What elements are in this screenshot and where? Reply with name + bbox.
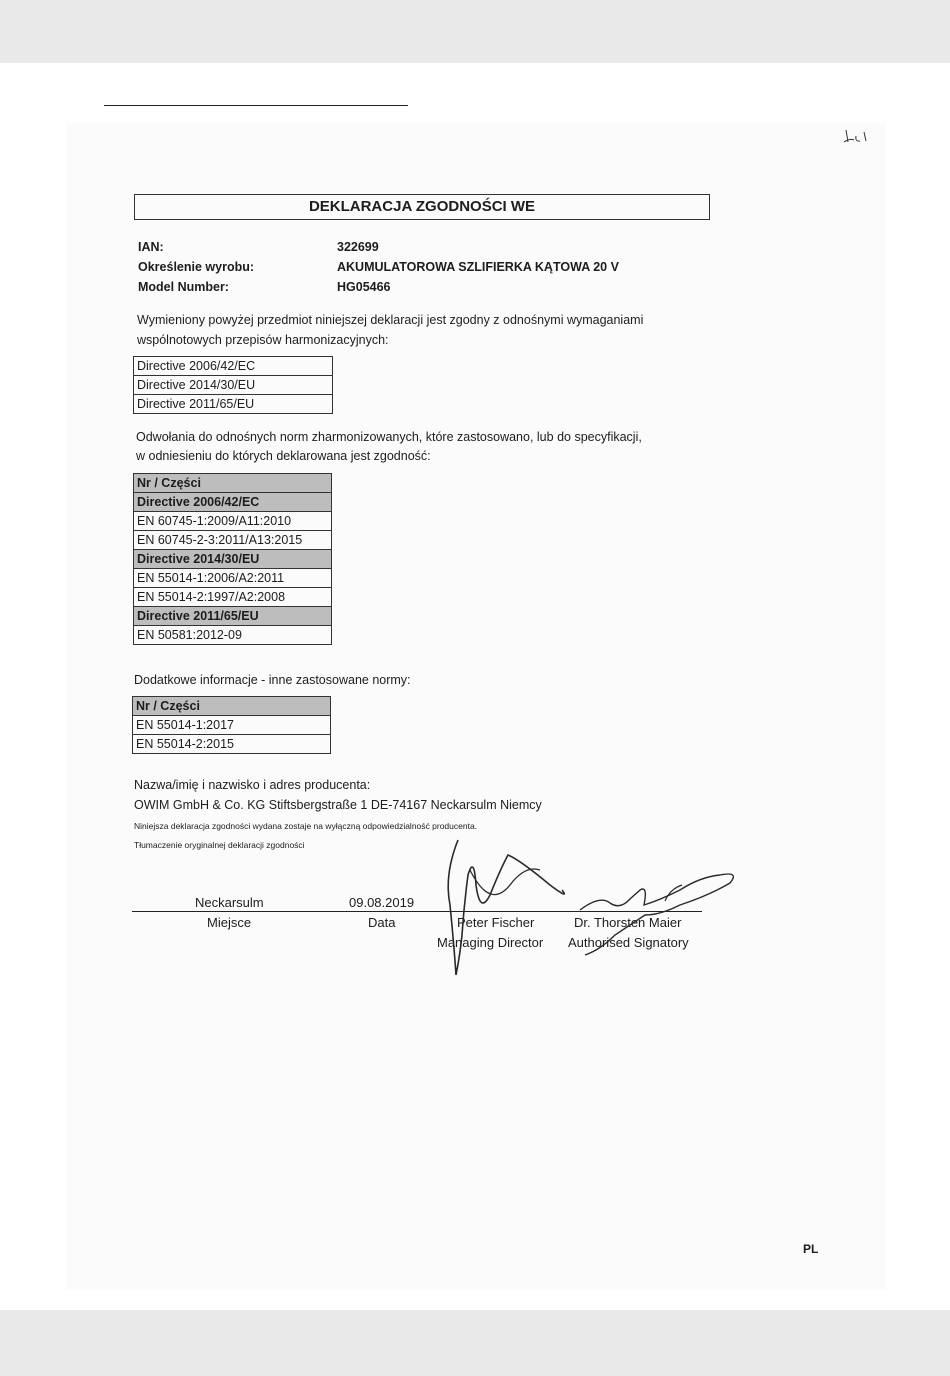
date-value: 09.08.2019 [349,895,415,910]
place-value: Neckarsulm [195,895,264,910]
norms-directive-cell: Directive 2014/30/EU [134,550,332,569]
handwritten-signatures [430,815,760,985]
date-caption: Data [368,915,396,930]
norms-standard-cell: EN 60745-2-3:2011/A13:2015 [134,531,332,550]
top-margin-band [0,0,950,63]
norms-standard-cell: EN 55014-2:1997/A2:2008 [134,588,332,607]
directives-table [133,356,333,414]
table-row [134,474,332,493]
table-row [134,607,332,626]
norms-standard-cell: EN 55014-1:2006/A2:2011 [134,569,332,588]
directive-cell: Directive 2011/65/EU [134,395,333,414]
norms-directive-cell: Directive 2006/42/EC [134,493,332,512]
signer1-name: Peter Fischer [457,915,535,930]
norms-directive-cell: Directive 2011/65/EU [134,607,332,626]
signer2-name: Dr. Thorsten Maier [574,915,682,930]
ian-value: 322699 [337,240,379,254]
table-row [134,357,333,376]
norms-standard-cell: EN 50581:2012-09 [134,626,332,645]
table-row [134,588,332,607]
refs-line-2: w odniesieniu do których deklarowana jest zgodność: [136,449,431,463]
additional-info-label: Dodatkowe informacje - inne zastosowane normy: [134,673,411,687]
table-row [133,697,331,716]
top-rule [104,105,408,106]
product-value: AKUMULATOROWA SZLIFIERKA KĄTOWA 20 V [337,260,619,274]
directive-cell: Directive 2006/42/EC [134,357,333,376]
bottom-margin-band [0,1310,950,1376]
page-language-label: PL [803,1242,819,1256]
manufacturer-label: Nazwa/imię i nazwisko i adres producenta: [134,778,371,792]
product-label: Określenie wyrobu: [138,260,255,274]
directive-cell: Directive 2014/30/EU [134,376,333,395]
table-row [134,376,333,395]
model-label: Model Number: [138,280,229,294]
intro-line-2: wspólnotowych przepisów harmonizacyjnych: [137,333,389,347]
additional-header-cell: Nr / Części [133,697,331,716]
ian-label: IAN: [138,240,164,254]
place-caption: Miejsce [207,915,252,930]
refs-line-1: Odwołania do odnośnych norm zharmonizowanych, które zastosowano, lub do specyfikacji, [136,430,642,444]
manufacturer-address: OWIM GmbH & Co. KG Stiftsbergstraße 1 DE-74167 Neckarsulm Niemcy [134,798,542,812]
norms-standard-cell: EN 60745-1:2009/A11:2010 [134,512,332,531]
additional-norms-table [132,696,331,754]
norms-header-cell: Nr / Części [134,474,332,493]
declaration-title: DEKLARACJA ZGODNOŚCI WE [134,194,710,220]
responsibility-note: Niniejsza deklaracja zgodności wydana zostaje na wyłączną odpowiedzialność producenta. [134,821,478,831]
handwritten-initials [842,124,872,146]
table-row [134,550,332,569]
table-row [134,512,332,531]
table-row [134,493,332,512]
additional-standard-cell: EN 55014-2:2015 [133,735,331,754]
table-row [134,395,333,414]
signer2-title: Authorised Signatory [568,935,689,950]
additional-standard-cell: EN 55014-1:2017 [133,716,331,735]
intro-line-1: Wymieniony powyżej przedmiot niniejszej deklaracji jest zgodny z odnośnymi wymaganiami [137,313,644,327]
table-row [133,716,331,735]
translation-note: Tłumaczenie oryginalnej deklaracji zgodności [134,840,305,850]
norms-table [133,473,332,645]
table-row [133,735,331,754]
model-value: HG05466 [337,280,391,294]
table-row [134,626,332,645]
signer1-title: Managing Director [437,935,544,950]
table-row [134,531,332,550]
table-row [134,569,332,588]
